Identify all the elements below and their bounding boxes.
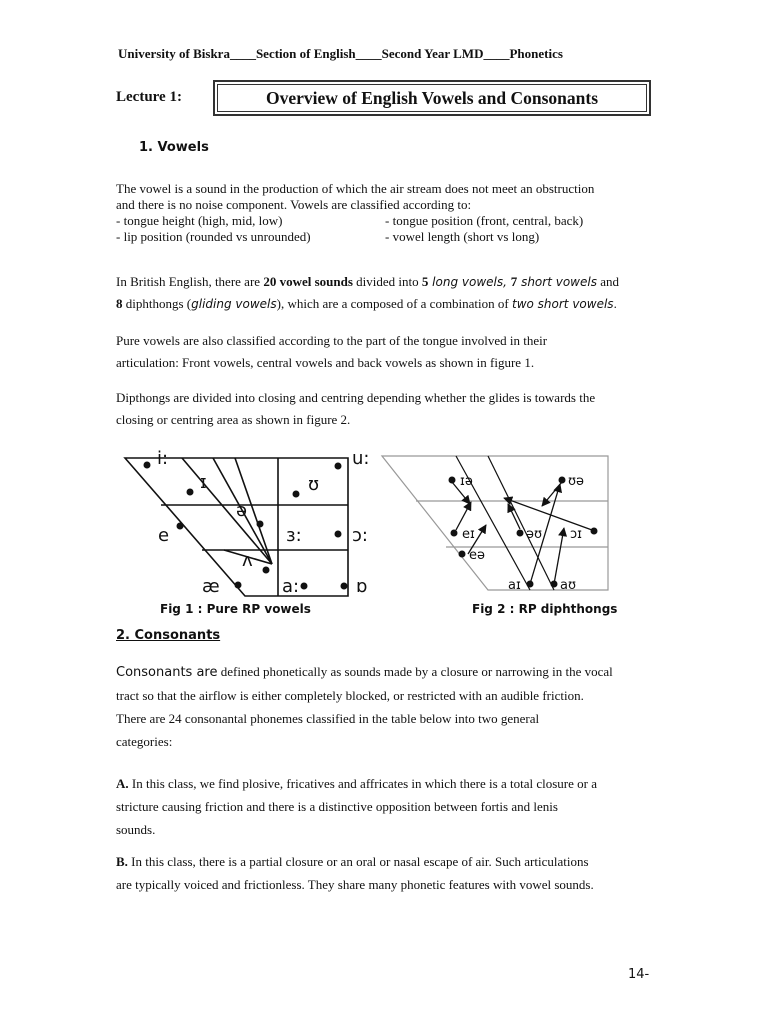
vowel-label: a:	[282, 576, 300, 597]
paragraph-line	[116, 660, 661, 684]
vowel-point	[335, 463, 342, 470]
vowel-label: i:	[157, 448, 169, 469]
class-b-paragraph	[116, 850, 661, 896]
vowel-label: ɜ:	[286, 525, 302, 546]
paragraph-line	[116, 293, 661, 315]
paragraph-line	[116, 772, 661, 795]
glide-arrow	[456, 502, 471, 530]
diphthong-label: eɪ	[462, 527, 475, 542]
vowel-point	[144, 462, 151, 469]
page-header: University of Biskra____Section of English____Second Year LMD____Phonetics	[118, 46, 563, 61]
diphthongs-paragraph	[116, 387, 661, 431]
text-run-italic: gliding vowels	[191, 297, 277, 311]
glide-arrow	[554, 528, 564, 584]
criteria-row	[116, 213, 661, 229]
paragraph-line: tract so that the airflow is either completely blocked, or restricted with an audible friction.	[116, 688, 584, 703]
diphthong-label: eə	[469, 548, 485, 563]
intro-line: and there is no noise component. Vowels are classified according to:	[116, 197, 472, 212]
lecture-label: Lecture 1:	[116, 89, 182, 105]
vowel-label: ə	[236, 500, 248, 521]
figure2-caption: Fig 2 : RP diphthongs	[472, 602, 618, 616]
paragraph-line	[116, 271, 661, 293]
diphthong-label: ɪə	[460, 474, 473, 489]
diphthong-point	[459, 551, 466, 558]
criteria-row	[116, 229, 661, 245]
tongue-line	[182, 458, 272, 564]
vowel-count-paragraph	[116, 271, 661, 315]
paragraph-line	[116, 850, 661, 873]
vowel-label: ɒ	[356, 576, 368, 597]
figure-pure-vowels	[120, 446, 380, 602]
vowel-label: ʊ	[308, 474, 320, 495]
text-run-italic: two short vowels	[512, 297, 614, 311]
vowel-point	[293, 491, 300, 498]
text-run: and	[596, 274, 619, 289]
text-run-bold: 8	[116, 296, 123, 311]
lecture-title-box	[213, 80, 651, 116]
vowel-point	[301, 583, 308, 590]
diphthong-point	[517, 530, 524, 537]
glide-divider	[488, 456, 554, 590]
class-b-label: B.	[116, 854, 128, 869]
vowel-label: u:	[352, 448, 370, 469]
diphthong-label: ɔɪ	[570, 527, 582, 542]
diphthong-label: aɪ	[508, 578, 521, 593]
consonants-definition	[116, 660, 661, 753]
paragraph-line: are typically voiced and frictionless. They share many phonetic features with vowel sounds.	[116, 877, 594, 892]
section-heading-consonants: 2. Consonants	[116, 628, 221, 643]
diphthong-label: aʊ	[560, 578, 576, 593]
diphthong-point	[551, 581, 558, 588]
criterion: - vowel length (short vs long)	[385, 229, 540, 244]
vowel-point	[235, 582, 242, 589]
paragraph-line: stricture causing friction and there is a distinctive opposition between fortis and lenis	[116, 799, 558, 814]
vowel-point	[341, 583, 348, 590]
section-heading-vowels: 1. Vowels	[139, 140, 209, 155]
figure1-caption: Fig 1 : Pure RP vowels	[160, 602, 311, 616]
class-a-label: A.	[116, 776, 129, 791]
text-run: In this class, we find plosive, fricatives and affricates in which there is a total closure or a	[128, 776, 597, 791]
text-run-italic: long vowels,	[428, 275, 511, 289]
criterion: - tongue position (front, central, back)	[385, 213, 584, 228]
paragraph-line: articulation: Front vowels, central vowels and back vowels as shown in figure 1.	[116, 355, 535, 370]
text-run: defined phonetically as sounds made by a closure or narrowing in the vocal	[217, 664, 613, 679]
criterion: - tongue height (high, mid, low)	[116, 213, 283, 228]
vowel-label: ɔ:	[352, 525, 368, 546]
vowel-label: ɪ	[200, 472, 207, 493]
intro-line: The vowel is a sound in the production of which the air stream does not meet an obstruction	[116, 181, 595, 196]
vowel-point	[187, 489, 194, 496]
diphthong-point	[591, 528, 598, 535]
text-run: .	[613, 296, 617, 311]
paragraph-line: Pure vowels are also classified according to the part of the tongue involved in their	[116, 333, 548, 348]
paragraph-line: Dipthongs are divided into closing and centring depending whether the glides is towards the	[116, 390, 596, 405]
pure-vowels-paragraph	[116, 330, 661, 374]
diphthong-label: əʊ	[526, 527, 543, 542]
vowel-label: æ	[202, 576, 220, 597]
class-a-paragraph	[116, 772, 661, 841]
diphthong-point	[527, 581, 534, 588]
vowel-label: e	[158, 525, 170, 546]
text-run: In this class, there is a partial closure or an oral or nasal escape of air. Such articulations	[127, 854, 589, 869]
diphthong-point	[559, 477, 566, 484]
paragraph-line: sounds.	[116, 822, 156, 837]
text-run-italic: short vowels	[517, 275, 597, 289]
paragraph-line: There are 24 consonantal phonemes classified in the table below into two general	[116, 711, 540, 726]
vowel-label: ʌ	[242, 550, 253, 571]
vowel-point	[257, 521, 264, 528]
text-run-bold: 7	[510, 274, 518, 289]
paragraph-line: categories:	[116, 734, 173, 749]
text-run: In British English, there are	[116, 274, 264, 289]
vowels-intro	[116, 181, 661, 245]
vowel-point	[177, 523, 184, 530]
diphthong-point	[449, 477, 456, 484]
page-number: 14-	[628, 967, 650, 982]
text-run: diphthongs (	[122, 296, 192, 311]
text-run: divided into	[352, 274, 422, 289]
text-run-bold: 20 vowel sounds	[263, 274, 353, 289]
diphthong-label: ʊə	[568, 474, 585, 489]
text-run-bold: 5	[421, 274, 429, 289]
figure-diphthongs	[376, 450, 612, 596]
paragraph-line: closing or centring area as shown in figure 2.	[116, 412, 351, 427]
text-run: ), which are a composed of a combination of	[276, 296, 512, 311]
lecture-title: Overview of English Vowels and Consonants	[217, 84, 647, 112]
text-run: Consonants are	[116, 665, 218, 680]
diphthong-point	[451, 530, 458, 537]
vowel-point	[335, 531, 342, 538]
criterion: - lip position (rounded vs unrounded)	[116, 229, 311, 244]
vowel-point	[263, 567, 270, 574]
